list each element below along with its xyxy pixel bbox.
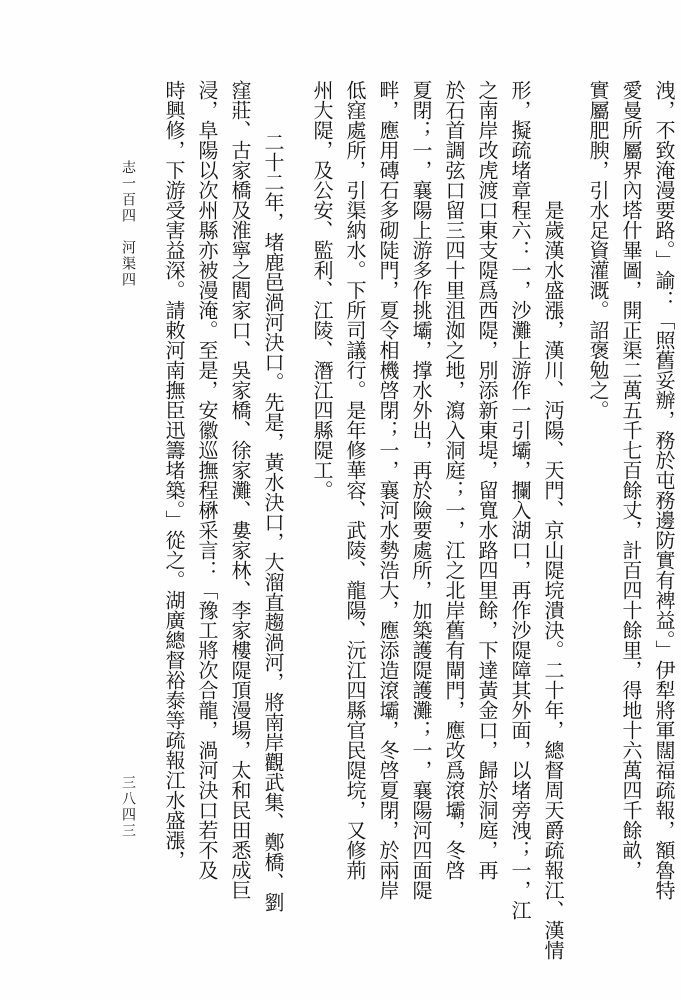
text-column-3: 實屬肥腴，引水足資灌溉。詔褒勉之。: [586, 80, 610, 420]
text-column-9: 畔，應用磚石多砌陡門，夏令相機啓閉；一，襄河水勢浩大，應添造滾壩，冬啓夏閉，於兩岸: [376, 80, 400, 900]
text-column-10: 低窪處所，引渠納水。下所司議行。是年修華容、武陵、龍陽、沅江四縣官民隄垸，又修荊: [343, 80, 367, 880]
text-column-13: 窪莊、古家橋及淮寧之閻家口、吳家橋、徐家灘、婁家林、李家樓隄頂漫場，太和民田悉成巨: [228, 80, 252, 900]
text-column-2: 愛曼所屬界內塔什畢圖，開正渠二萬五千七百餘丈，計百四十餘里，得地十六萬四千餘畝，: [619, 80, 643, 880]
text-column-7: 於石首調弦口留三四十里沮洳之地，瀉入洞庭；一，江之北岸舊有閘門，應改爲滾壩，冬啓: [442, 80, 466, 880]
text-column-4: 是歲漢水盛漲，漢川、沔陽、天門、京山隄垸潰決。二十年，總督周天爵疏報江、漢情: [541, 200, 565, 960]
text-column-11: 州大隄，及公安、監利、江陵、潛江四縣隄工。: [310, 80, 334, 500]
text-column-5: 形，擬疏堵章程六：一，沙灘上游作一引壩，攔入湖口，再作沙隄障其外面，以堵旁洩；一，江: [508, 80, 532, 920]
text-column-15: 時興修，下游受害益深。請敕河南撫臣迅籌堵築。」從之。湖廣總督裕泰等疏報江水盛漲，: [162, 80, 186, 870]
text-column-8: 夏閉；一，襄陽上游多作挑壩，撑水外出，再於險要處所，加築護隄護灘；一，襄陽河四面隄: [409, 80, 433, 900]
text-column-12: 二十二年，堵鹿邑渦河決口。先是，黃水決口，大溜直趨渦河，將南岸觀武集、鄭橋、劉: [261, 132, 285, 912]
running-header: 志一百四 河渠四: [120, 160, 136, 288]
text-column-6: 之南岸改虎渡口東支隄爲西隄，別添新東堤，留寬水路四里餘，下達黃金口，歸於洞庭，再: [475, 80, 499, 880]
page-number: 三八四三: [120, 775, 136, 839]
text-column-1: 洩，不致淹漫要路。」諭：「照舊妥辦，務於屯務邊防實有裨益。」伊犁將軍闊福疏報，額魯特: [652, 80, 676, 900]
text-column-14: 浸，阜陽以次州縣亦被漫淹。至是，安徽巡撫程楙采言：「豫工將次合龍，渦河決口若不及: [195, 80, 219, 880]
